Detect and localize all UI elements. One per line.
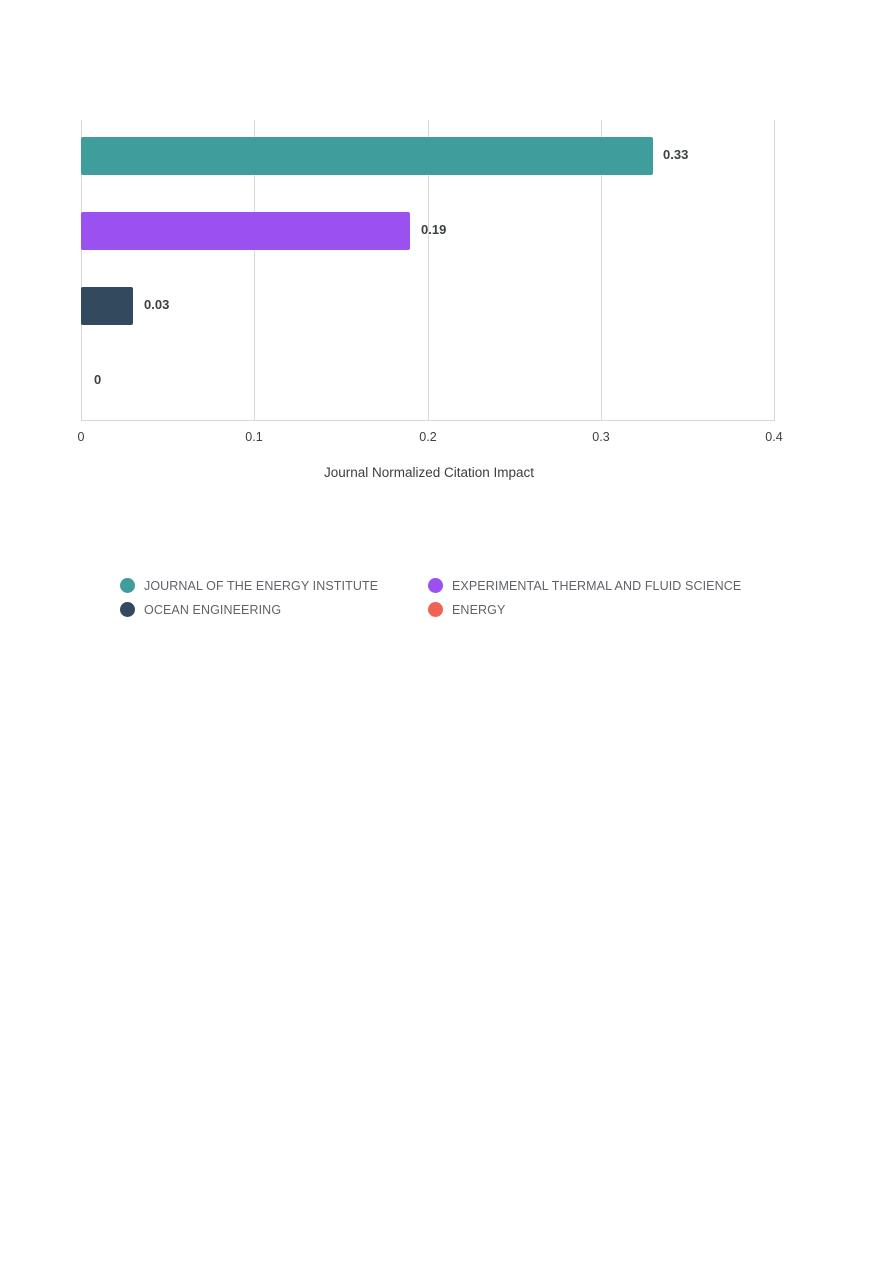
bar-row xyxy=(81,195,775,270)
x-axis-title-text: Journal Normalized Citation Impact xyxy=(323,465,535,480)
plot-area xyxy=(81,120,775,420)
bar-row xyxy=(81,345,775,420)
x-axis-title xyxy=(0,465,893,480)
bar-value-label: 0.33 xyxy=(663,147,689,162)
legend-item-energy[interactable] xyxy=(428,602,808,617)
bar-journal-of-the-energy-institute[interactable] xyxy=(81,137,653,175)
bar-row xyxy=(81,120,775,195)
legend-swatch-icon xyxy=(120,602,135,617)
legend-swatch-icon xyxy=(428,578,443,593)
legend-swatch-icon xyxy=(428,602,443,617)
x-tick-label: 0.1 xyxy=(245,430,263,444)
x-tick-label: 0.3 xyxy=(592,430,610,444)
legend-label: EXPERIMENTAL THERMAL AND FLUID SCIENCE xyxy=(452,578,742,593)
bar-value-label: 0.19 xyxy=(421,222,447,237)
x-tick-label: 0.2 xyxy=(419,430,437,444)
x-tick-label: 0 xyxy=(77,430,85,444)
legend-row xyxy=(120,578,820,593)
legend-swatch-icon xyxy=(120,578,135,593)
bar-row xyxy=(81,270,775,345)
bar-value-label: 0 xyxy=(94,372,102,387)
legend-item-experimental-thermal-and-fluid-science[interactable] xyxy=(428,578,808,593)
x-tick-label: 0.4 xyxy=(765,430,783,444)
x-axis-line xyxy=(81,420,775,421)
legend-item-ocean-engineering[interactable] xyxy=(120,602,418,617)
bar-value-label: 0.03 xyxy=(144,297,170,312)
legend-label: ENERGY xyxy=(452,602,506,617)
legend-row xyxy=(120,602,820,617)
legend-label: JOURNAL OF THE ENERGY INSTITUTE xyxy=(144,578,379,593)
legend-item-journal-of-the-energy-institute[interactable] xyxy=(120,578,418,593)
bar-experimental-thermal-and-fluid-science[interactable] xyxy=(81,212,410,250)
chart-legend xyxy=(120,578,820,626)
bar-ocean-engineering[interactable] xyxy=(81,287,133,325)
legend-label: OCEAN ENGINEERING xyxy=(144,602,282,617)
bar-series xyxy=(81,120,775,420)
